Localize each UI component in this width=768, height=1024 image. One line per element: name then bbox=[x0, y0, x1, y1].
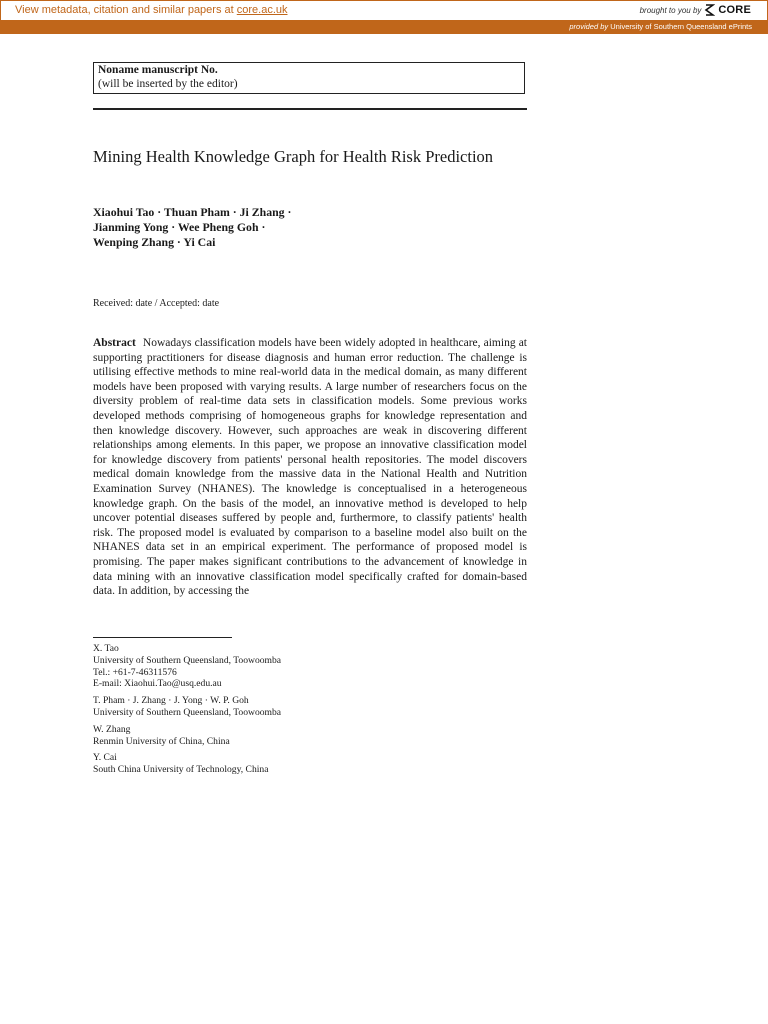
brought-by-text: brought to you by bbox=[639, 5, 702, 15]
manuscript-box bbox=[93, 62, 525, 94]
affiliation-name: W. Zhang bbox=[93, 723, 131, 735]
author-list bbox=[93, 205, 527, 250]
affiliation-name: X. Tao bbox=[93, 643, 119, 654]
core-banner-bottom bbox=[0, 20, 768, 34]
core-ac-uk-link[interactable]: core.ac.uk bbox=[236, 4, 288, 16]
affiliation-institution: University of Southern Queensland, Toowoomba bbox=[93, 654, 282, 666]
affiliation-block bbox=[93, 724, 527, 748]
provided-by-source[interactable]: University of Southern Queensland ePrints bbox=[610, 22, 752, 31]
paper-title: Mining Health Knowledge Graph for Health Risk Prediction bbox=[93, 147, 494, 166]
provided-by-prefix: provided by bbox=[569, 22, 609, 31]
affiliation-block bbox=[93, 752, 527, 776]
received-date: Received: date / Accepted: date bbox=[93, 298, 220, 309]
core-brand: CORE bbox=[718, 4, 751, 16]
author-line: Jianming Yong · Wee Pheng Goh · bbox=[93, 220, 266, 234]
provided-by bbox=[569, 22, 752, 31]
abstract-heading: Abstract bbox=[93, 337, 136, 349]
manuscript-note: (will be inserted by the editor) bbox=[98, 78, 238, 90]
affiliation-institution: South China University of Technology, China bbox=[93, 764, 269, 776]
author-line: Xiaohui Tao · Thuan Pham · Ji Zhang · bbox=[93, 205, 292, 219]
core-logo-icon bbox=[704, 3, 715, 17]
affiliation-block bbox=[93, 643, 527, 690]
core-view-metadata bbox=[15, 4, 288, 16]
header-rule bbox=[93, 108, 527, 110]
core-brought-by[interactable] bbox=[640, 3, 751, 17]
affiliation-email: E-mail: Xiaohui.Tao@usq.edu.au bbox=[93, 678, 222, 690]
manuscript-title: Noname manuscript No. bbox=[98, 64, 218, 76]
affiliation-block bbox=[93, 695, 527, 719]
affiliation-name: T. Pham · J. Zhang · J. Yong · W. P. Goh bbox=[93, 695, 249, 707]
abstract bbox=[93, 336, 527, 599]
core-view-text: View metadata, citation and similar papers at bbox=[15, 4, 234, 16]
abstract-body: Nowadays classification models have been widely adopted in healthcare, aiming at supporting practitioners for disease diagnosis and human error reduction. The challenge is utilising effective methods to mine real-world data in the medical domain, as many different models have been proposed with varying results. A large number of researchers focus on the diversity problem of real-time data sets in classification models. Some previous works developed methods comprising of homogeneous graphs for knowledge representation and then knowledge discovery. However, such approaches are weak in discovering different relationships among elements. In this paper, we propose an innovative classification model for knowledge discovery from patients' personal health repositories. The model discovers medical domain knowledge from the massive data in the National Health and Nutrition Examination Survey (NHANES). The knowledge is conceptualised in a heterogeneous knowledge graph. On the basis of the model, an innovative method is developed to help uncover potential diseases suffered by people and, furthermore, to classify patients' health risk. The proposed model is evaluated by comparison to a baseline model also built on the NHANES data set in an empirical experiment. The performance of proposed model is promising. The paper makes significant contributions to the advancement of knowledge in data mining with an innovative classification model specifically crafted for domain-based data. In addition, by accessing the bbox=[93, 337, 527, 598]
author-line: Wenping Zhang · Yi Cai bbox=[93, 235, 216, 249]
core-banner-top bbox=[0, 0, 768, 21]
affiliation-institution: University of Southern Queensland, Toowoomba bbox=[93, 706, 282, 718]
affiliation-institution: Renmin University of China, China bbox=[93, 735, 230, 747]
affiliation-name: Y. Cai bbox=[93, 752, 117, 764]
footnote-rule bbox=[93, 637, 232, 638]
core-banner bbox=[0, 0, 768, 34]
affiliation-phone: Tel.: +61-7-46311576 bbox=[93, 666, 177, 678]
affiliations bbox=[93, 643, 527, 781]
